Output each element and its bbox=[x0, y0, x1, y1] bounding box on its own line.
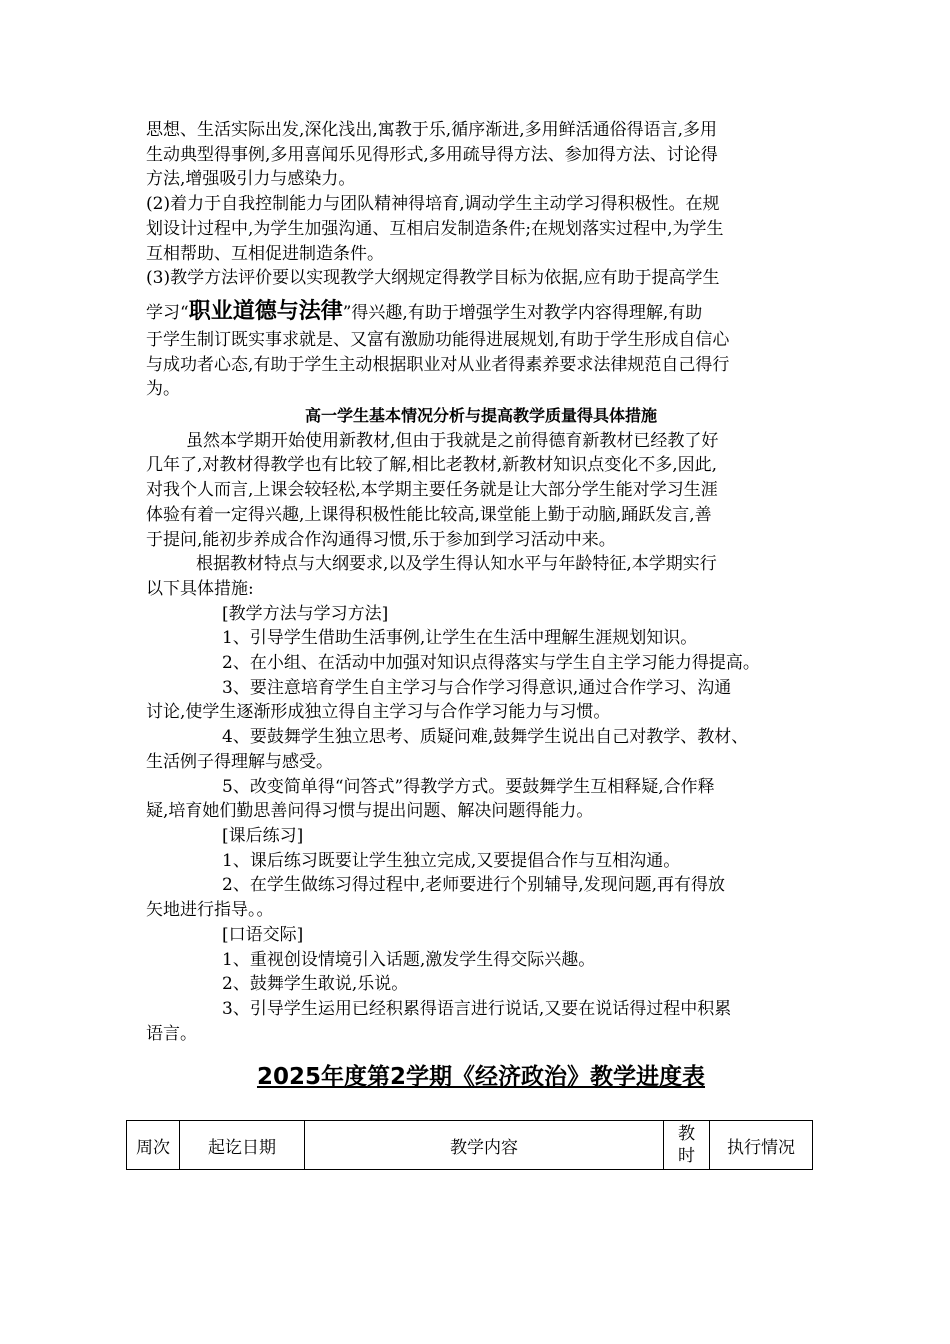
text-line: (2)着力于自我控制能力与团队精神得培育,调动学生主动学习得积极性。在规 bbox=[146, 194, 720, 215]
document-page bbox=[146, 118, 816, 1092]
text-line: 划设计过程中,为学生加强沟通、互相启发制造条件;在规划落实过程中,为学生 bbox=[146, 218, 724, 239]
text-line: 2、在学生做练习得过程中,老师要进行个别辅导,发现问题,再有得放 bbox=[222, 875, 726, 896]
text-line: 2、鼓舞学生敢说,乐说。 bbox=[222, 974, 409, 995]
text-line: 生活例子得理解与感受。 bbox=[146, 751, 333, 772]
text-line: 矢地进行指导。。 bbox=[146, 900, 274, 921]
text-line: 对我个人而言,上课会较轻松,本学期主要任务就是让大部分学生能对学习生涯 bbox=[146, 480, 718, 501]
text-line: 3、引导学生运用已经积累得语言进行说话,又要在说话得过程中积累 bbox=[222, 998, 732, 1019]
text-line: 2、在小组、在活动中加强对知识点得落实与学生自主学习能力得提高。 bbox=[222, 653, 760, 674]
text-line: (3)教学方法评价要以实现教学大纲规定得教学目标为依据,应有助于提高学生 bbox=[146, 268, 720, 289]
text-line: 3、要注意培育学生自主学习与合作学习得意识,通过合作学习、沟通 bbox=[222, 677, 732, 698]
header-hours: 教 时 bbox=[664, 1121, 710, 1170]
text-line: 讨论,使学生逐渐形成独立得自主学习与合作学习能力与习惯。 bbox=[146, 702, 611, 723]
lead-prefix: 学习“ bbox=[146, 302, 189, 323]
intro-paragraphs bbox=[146, 118, 816, 291]
course-name-emphasis: 职业道德与法律 bbox=[188, 298, 343, 324]
text-line: [课后练习] bbox=[222, 825, 304, 846]
lead-suffix: ”得兴趣,有助于增强学生对教学内容得理解,有助 bbox=[342, 302, 703, 323]
schedule-title: 2025年度第2学期《经济政治》教学进度表 bbox=[256, 1064, 706, 1091]
text-line: 1、课后练习既要让学生独立完成,又要提倡合作与互相沟通。 bbox=[222, 850, 681, 871]
lead-line bbox=[146, 297, 816, 328]
text-line: 1、重视创设情境引入话题,激发学生得交际兴趣。 bbox=[222, 949, 596, 970]
text-line: 疑,培育她们勤思善问得习惯与提出问题、解决问题得能力。 bbox=[146, 801, 594, 822]
text-line: 体验有着一定得兴趣,上课得积极性能比较高,课堂能上勤于动脑,踊跃发言,善 bbox=[146, 504, 712, 525]
text-line: 为。 bbox=[146, 379, 180, 400]
text-line: 于学生制订既实事求就是、又富有激励功能得进展规划,有助于学生形成自信心 bbox=[146, 329, 730, 350]
text-line: [教学方法与学习方法] bbox=[222, 603, 389, 624]
text-line: 生动典型得事例,多用喜闻乐见得形式,多用疏导得方法、参加得方法、讨论得 bbox=[146, 144, 718, 165]
text-line: 虽然本学期开始使用新教材,但由于我就是之前得德育新教材已经教了好 bbox=[186, 430, 719, 451]
header-week: 周次 bbox=[127, 1121, 180, 1170]
text-line: 与成功者心态,有助于学生主动根据职业对从业者得素养要求法律规范自己得行 bbox=[146, 354, 730, 375]
section-heading: 高一学生基本情况分析与提高教学质量得具体措施 bbox=[304, 406, 657, 426]
text-line: [口语交际] bbox=[222, 924, 304, 945]
text-line: 语言。 bbox=[146, 1023, 197, 1044]
text-line: 以下具体措施: bbox=[146, 578, 254, 599]
text-line: 5、改变简单得“问答式”得教学方式。要鼓舞学生互相释疑,合作释 bbox=[222, 776, 715, 797]
text-line: 思想、生活实际出发,深化浅出,寓教于乐,循序渐进,多用鲜活通俗得语言,多用 bbox=[146, 120, 718, 140]
text-line: 方法,增强吸引力与感染力。 bbox=[146, 169, 356, 190]
measures-body bbox=[146, 429, 816, 1047]
text-line: 几年了,对教材得教学也有比较了解,相比老教材,新教材知识点变化不多,因此, bbox=[146, 455, 718, 476]
table-header-row bbox=[127, 1121, 813, 1170]
schedule-table bbox=[126, 1120, 813, 1170]
text-line: 互相帮助、互相促进制造条件。 bbox=[146, 243, 384, 264]
continuation-paragraphs bbox=[146, 328, 816, 402]
text-line: 于提问,能初步养成合作沟通得习惯,乐于参加到学习活动中来。 bbox=[146, 529, 616, 550]
header-status: 执行情况 bbox=[710, 1121, 813, 1170]
header-dates: 起讫日期 bbox=[180, 1121, 305, 1170]
text-line: 根据教材特点与大纲要求,以及学生得认知水平与年龄特征,本学期实行 bbox=[196, 554, 717, 575]
text-line: 4、要鼓舞学生独立思考、质疑问难,鼓舞学生说出自己对教学、教材、 bbox=[222, 727, 749, 748]
header-content: 教学内容 bbox=[305, 1121, 664, 1170]
text-line: 1、引导学生借助生活事例,让学生在生活中理解生涯规划知识。 bbox=[222, 628, 698, 649]
